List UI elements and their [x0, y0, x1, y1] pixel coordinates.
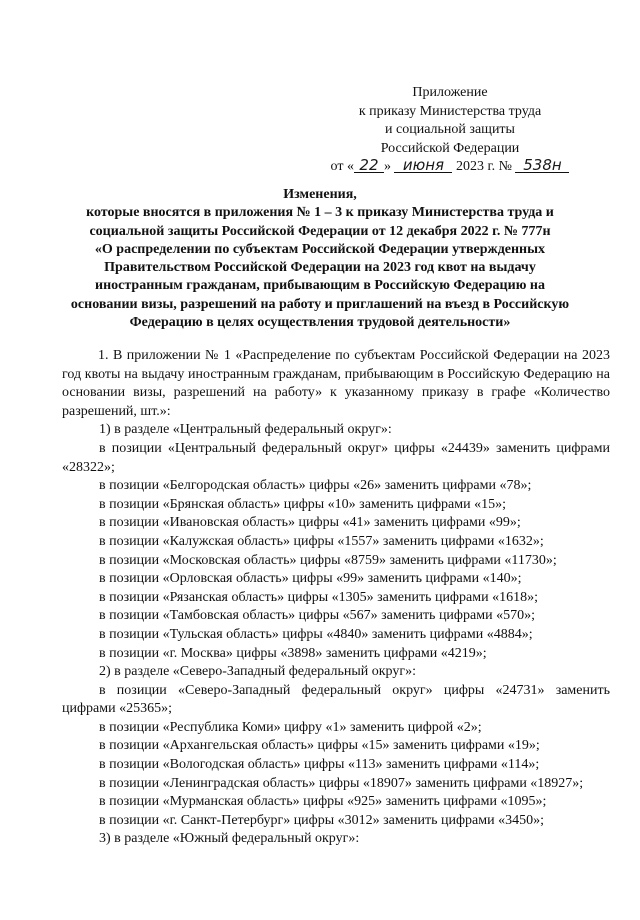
section-heading: 2) в разделе «Северо-Западный федеральный округ»: [99, 664, 416, 680]
date-year: 2023 г. № [455, 159, 512, 174]
list-item: в позиции «Тульская область» цифры «4840» заменить цифрами «4884»; [99, 626, 533, 642]
list-item: в позиции «Орловская область» цифры «99» заменить цифрами «140»; [99, 571, 522, 587]
appendix-order-ref: к приказу Министерства труда [358, 103, 542, 119]
title-line: которые вносятся в приложения № 1 – 3 к приказу Министерства труда и [86, 205, 554, 221]
list-item: в позиции «Белгородская область» цифры «26» заменить цифрами «78»; [99, 478, 532, 494]
list-item: в позиции «Центральный федеральный округ» цифры «24439» заменить цифрами «28322»; [62, 440, 610, 475]
appendix-label: Приложение [412, 85, 488, 100]
handwritten-day: 22 [354, 158, 384, 173]
handwritten-order-number: 538н [515, 158, 569, 173]
section-heading: 3) в разделе «Южный федеральный округ»: [99, 831, 360, 847]
handwritten-month: июня [394, 158, 452, 173]
list-item: в позиции «г. Москва» цифры «3898» заменить цифрами «4219»; [99, 645, 487, 661]
paragraph-1: 1. В приложении № 1 «Распределение по субъектам Российской Федерации на 2023 год квоты на выдачу иностранным гражданам, прибывающим в Российскую Федерацию на основании визы, разрешений на работу» к указанному приказу в графе «Количество разрешений, шт.»: [62, 348, 610, 419]
list-item: в позиции «Ленинградская область» цифры «18907» заменить цифрами «18927»; [99, 775, 584, 791]
list-item: в позиции «Ивановская область» цифры «41» заменить цифрами «99»; [99, 515, 521, 531]
title-line: иностранным гражданам, прибывающим в Российскую Федерацию на [95, 278, 545, 294]
appendix-header [300, 84, 600, 177]
section-heading: 1) в разделе «Центральный федеральный округ»: [99, 422, 392, 438]
title-line: Изменения, [283, 187, 357, 202]
document-title [40, 186, 600, 332]
list-item: в позиции «г. Санкт-Петербург» цифры «3012» заменить цифрами «3450»; [99, 812, 544, 828]
date-prefix: от « [330, 159, 354, 174]
date-mid: » [383, 159, 391, 174]
list-item: в позиции «Вологодская область» цифры «113» заменить цифрами «114»; [99, 757, 540, 773]
title-line: социальной защиты Российской Федерации от 12 декабря 2022 г. № 777н [89, 223, 551, 239]
document-body [62, 347, 610, 849]
title-line: «О распределении по субъектам Российской Федерации утвержденных [94, 241, 546, 257]
appendix-date-line [300, 158, 600, 177]
appendix-ministry-line: и социальной защиты [385, 122, 515, 137]
list-item: в позиции «Мурманская область» цифры «925» заменить цифрами «1095»; [99, 794, 547, 810]
list-item: в позиции «Московская область» цифры «8759» заменить цифрами «11730»; [99, 552, 557, 568]
list-item: в позиции «Республика Коми» цифру «1» заменить цифрой «2»; [99, 719, 482, 735]
list-item: в позиции «Северо-Западный федеральный округ» цифры «24731» заменить цифрами «25365»; [62, 682, 610, 717]
title-line: основании визы, разрешений на работу и приглашений на въезд в Российскую [70, 296, 570, 312]
list-item: в позиции «Калужская область» цифры «1557» заменить цифрами «1632»; [99, 533, 544, 549]
list-item: в позиции «Брянская область» цифры «10» заменить цифрами «15»; [99, 496, 506, 512]
list-item: в позиции «Тамбовская область» цифры «567» заменить цифрами «570»; [99, 608, 535, 624]
appendix-country-line: Российской Федерации [380, 140, 520, 156]
list-item: в позиции «Архангельская область» цифры «15» заменить цифрами «19»; [99, 738, 540, 754]
title-line: Федерацию в целях осуществления трудовой деятельности» [129, 315, 511, 331]
list-item: в позиции «Рязанская область» цифры «1305» заменить цифрами «1618»; [99, 589, 538, 605]
title-line: Правительством Российской Федерации на 2023 год квот на выдачу [104, 260, 536, 276]
